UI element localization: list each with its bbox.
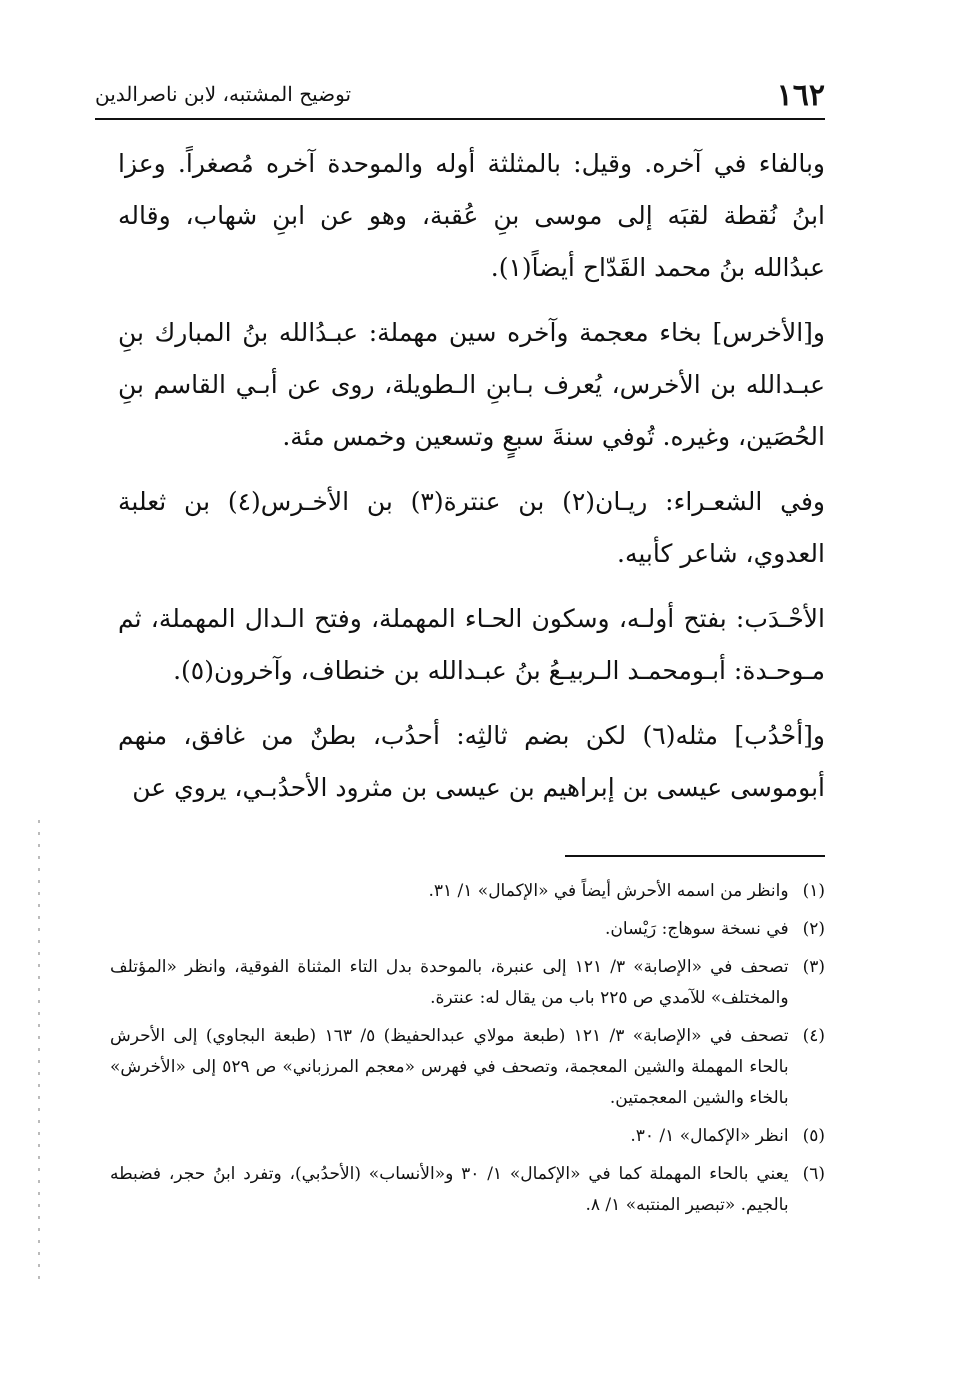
page-number: ١٦٢ [776, 78, 825, 113]
footnote-number: (٦) [802, 1164, 825, 1184]
paragraph: وفي الشعـراء: ريـان(٢) بن عنترة(٣) بن الأخـرس(٤) بن ثعلبة العدوي، شاعر كأبيه. [118, 487, 825, 568]
paragraph: و[الأخرس] بخاء معجمة وآخره سين مهملة: عبـدُالله بنُ المبارك بنِ عبـدالله بن الأخرس، يُعرف بـابنِ الـطويلة، روى عن أبـي القاسم بنِ الحُصَين، وغيره. تُوفي سنةَ سبعٍ وتسعين وخمس مئة. [118, 318, 825, 451]
footnotes [110, 876, 825, 1228]
footnote [110, 914, 825, 945]
footnote-number: (٣) [802, 957, 825, 977]
running-title: توضيح المشتبه، لابن ناصرالدين [95, 82, 352, 106]
footnote-text: يعني بالحاء المهملة كما في «الإكمال» ١/ ٣٠ و«الأنساب» (الأحدُبي)، وتفرد ابنُ حجر، فضبطه بالجيم. «تبصير المنتبه» ١/ ٨. [110, 1164, 789, 1215]
footnote-text: تصحف في «الإصابة» ٣/ ١٢١ إلى عنبرة، بالموحدة بدل التاء المثناة الفوقية، وانظر «المؤتلف والمختلف» للآمدي ص ٢٢٥ باب من يقال له: عنترة. [110, 957, 789, 1008]
footnote-divider [565, 855, 825, 857]
main-text [118, 138, 825, 827]
scan-edge-artifact [38, 820, 40, 1280]
footnote-text: تصحف في «الإصابة» ٣/ ١٢١ (طبعة مولاي عبدالحفيظ) ٥/ ١٦٣ (طبعة البجاوي) إلى الأحرش بالحاء المهملة والشين المعجمة، وتصحف في فهرس «معجم المرزباني» ص ٥٢٩ إلى «الأخرش» بالخاء والشين المعجمتين. [110, 1026, 789, 1108]
footnote-number: (٢) [802, 919, 825, 939]
page-header [95, 78, 825, 120]
footnote-text: انظر «الإكمال» ١/ ٣٠. [630, 1126, 789, 1146]
footnote-number: (٥) [802, 1126, 825, 1146]
paragraph: الأحْـدَب: بفتح أولـه، وسكون الحـاء المهملة، وفتح الـدال المهملة، ثم مـوحـدة: أبـومحمـد الـربيـعُ بنُ عبـدالله بن خنطاف، وآخرون(٥). [118, 604, 825, 685]
footnote-text: وانظر من اسمه الأحرش أيضاً في «الإكمال» ١/ ٣١. [428, 881, 789, 901]
footnote [110, 1121, 825, 1152]
footnote-number: (٤) [802, 1026, 825, 1046]
footnote-number: (١) [802, 881, 825, 901]
footnote-text: في نسخة سوهاج: رَيْسان. [605, 919, 789, 939]
footnote [110, 952, 825, 1014]
footnote [110, 1021, 825, 1114]
footnote [110, 1159, 825, 1221]
paragraph: و[أحْدُب] مثله(٦) لكن بضم ثالثِه: أحدُب، بطنٌ من غافق، منهم أبوموسى عيسى بن إبراهيم بن عيسى بن مثرود الأحدُبـي، يروي عن [118, 721, 826, 802]
footnote [110, 876, 825, 907]
paragraph: وبالفاء في آخره. وقيل: بالمثلثة أوله والموحدة آخره مُصغراً. وعزا ابنُ نُقطة لقبَه إلى موسى بنِ عُقبة، وهو عن ابنِ شهاب، وقاله عبدُالله بنُ محمد القَدّاح أيضاً(١). [118, 149, 825, 282]
